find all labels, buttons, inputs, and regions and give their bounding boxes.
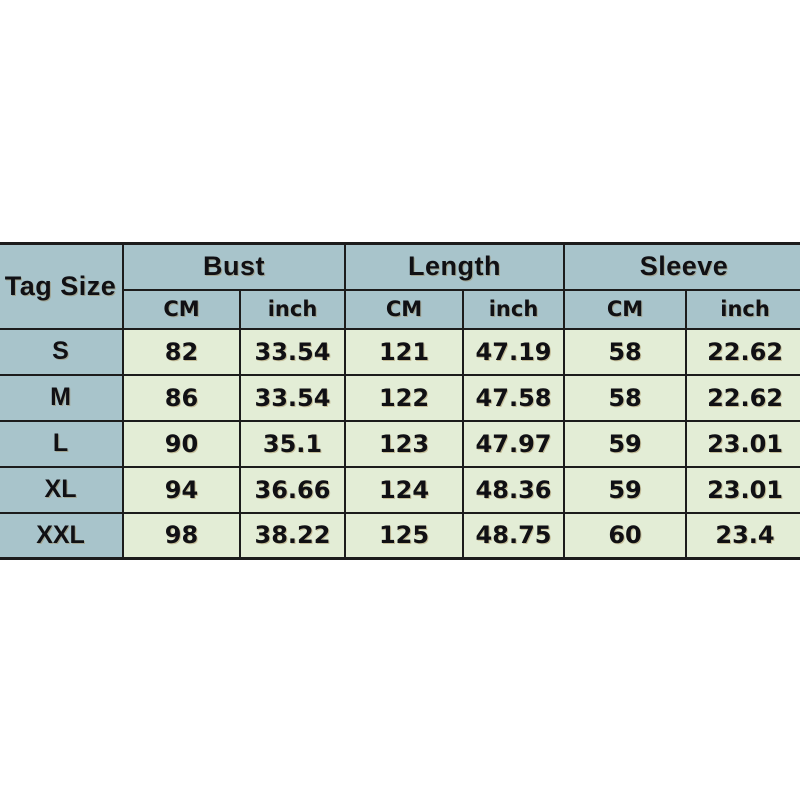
value-cell-length-cm: 121 bbox=[345, 329, 463, 375]
size-chart-table bbox=[0, 242, 800, 560]
size-cell: XXL bbox=[0, 513, 123, 559]
value-cell-sleeve-inch: 22.62 bbox=[686, 375, 800, 421]
value-cell-bust-cm: 82 bbox=[123, 329, 240, 375]
size-cell: S bbox=[0, 329, 123, 375]
table-row-size-s bbox=[0, 329, 800, 375]
value-cell-sleeve-inch: 22.62 bbox=[686, 329, 800, 375]
value-cell-length-cm: 123 bbox=[345, 421, 463, 467]
table-row-size-xxl bbox=[0, 513, 800, 559]
value-cell-bust-inch: 35.1 bbox=[240, 421, 345, 467]
value-cell-bust-cm: 98 bbox=[123, 513, 240, 559]
size-cell: L bbox=[0, 421, 123, 467]
value-cell-bust-cm: 94 bbox=[123, 467, 240, 513]
value-cell-bust-inch: 38.22 bbox=[240, 513, 345, 559]
value-cell-sleeve-inch: 23.01 bbox=[686, 467, 800, 513]
value-cell-bust-cm: 90 bbox=[123, 421, 240, 467]
value-cell-bust-cm: 86 bbox=[123, 375, 240, 421]
value-cell-bust-inch: 33.54 bbox=[240, 375, 345, 421]
corner-header-tag-size: Tag Size bbox=[0, 244, 123, 329]
unit-header-length-inch: inch bbox=[463, 290, 564, 329]
value-cell-sleeve-cm: 59 bbox=[564, 467, 686, 513]
value-cell-bust-inch: 36.66 bbox=[240, 467, 345, 513]
table-row-size-m bbox=[0, 375, 800, 421]
unit-header-bust-cm: CM bbox=[123, 290, 240, 329]
group-header-sleeve: Sleeve bbox=[564, 244, 800, 290]
size-cell: M bbox=[0, 375, 123, 421]
unit-header-bust-inch: inch bbox=[240, 290, 345, 329]
value-cell-length-inch: 47.19 bbox=[463, 329, 564, 375]
value-cell-sleeve-cm: 59 bbox=[564, 421, 686, 467]
value-cell-length-inch: 48.75 bbox=[463, 513, 564, 559]
value-cell-sleeve-inch: 23.4 bbox=[686, 513, 800, 559]
group-header-row bbox=[0, 244, 800, 290]
value-cell-length-cm: 122 bbox=[345, 375, 463, 421]
table-row-size-xl bbox=[0, 467, 800, 513]
size-cell: XL bbox=[0, 467, 123, 513]
unit-header-sleeve-inch: inch bbox=[686, 290, 800, 329]
table-row-size-l bbox=[0, 421, 800, 467]
value-cell-bust-inch: 33.54 bbox=[240, 329, 345, 375]
value-cell-length-inch: 47.97 bbox=[463, 421, 564, 467]
value-cell-length-cm: 124 bbox=[345, 467, 463, 513]
value-cell-sleeve-cm: 60 bbox=[564, 513, 686, 559]
value-cell-length-inch: 48.36 bbox=[463, 467, 564, 513]
value-cell-length-cm: 125 bbox=[345, 513, 463, 559]
unit-header-sleeve-cm: CM bbox=[564, 290, 686, 329]
group-header-bust: Bust bbox=[123, 244, 345, 290]
value-cell-length-inch: 47.58 bbox=[463, 375, 564, 421]
value-cell-sleeve-cm: 58 bbox=[564, 375, 686, 421]
value-cell-sleeve-inch: 23.01 bbox=[686, 421, 800, 467]
unit-header-length-cm: CM bbox=[345, 290, 463, 329]
value-cell-sleeve-cm: 58 bbox=[564, 329, 686, 375]
group-header-length: Length bbox=[345, 244, 564, 290]
size-chart-image bbox=[0, 242, 800, 560]
